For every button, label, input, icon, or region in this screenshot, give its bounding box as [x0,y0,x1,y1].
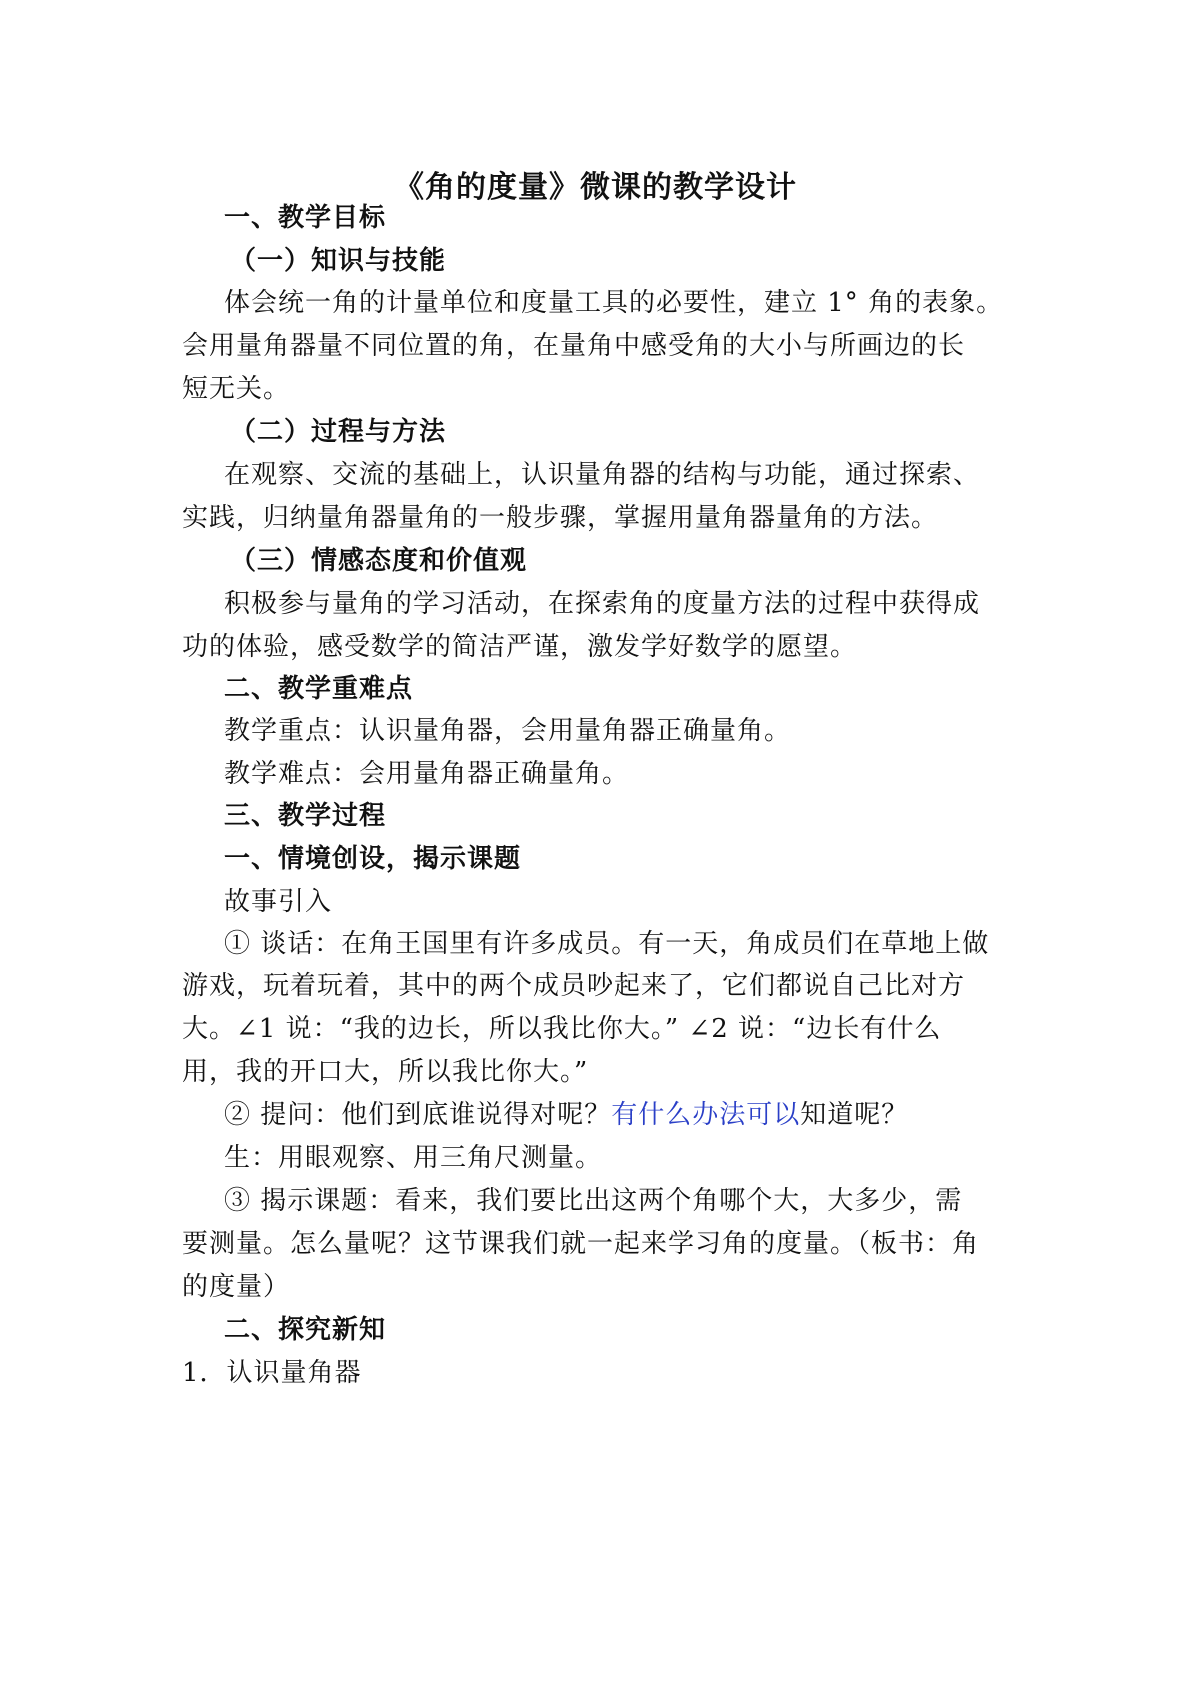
heading-explore: 二、探究新知 [224,1315,387,1345]
subheading-knowledge-skills: （一）知识与技能 [230,246,447,276]
heading-teaching-goals: 一、教学目标 [224,203,387,233]
list-item: 1．认识量角器 [182,1358,362,1388]
paragraph-line: 故事引入 [224,887,333,917]
document-title: 《角的度量》微课的教学设计 [394,170,797,205]
heading-key-points: 二、教学重难点 [224,674,414,704]
paragraph-line-with-link [224,1097,1084,1133]
paragraph-line: 实践，归纳量角器量角的一般步骤，掌握用量角器量角的方法。 [182,503,939,533]
paragraph-line: 游戏，玩着玩着，其中的两个成员吵起来了，它们都说自己比对方 [182,971,966,1001]
paragraph-line: 教学难点：会用量角器正确量角。 [224,759,630,789]
subheading-emotion-values: （三）情感态度和价值观 [230,546,528,576]
line-text: 知道呢？ [800,1100,909,1130]
paragraph-line: 教学重点：认识量角器，会用量角器正确量角。 [224,716,792,746]
paragraph-line: 体会统一角的计量单位和度量工具的必要性，建立 1° 角的表象。 [224,288,1004,318]
paragraph-line: 要测量。怎么量呢？这节课我们就一起来学习角的度量。（板书：角 [182,1229,980,1259]
paragraph-line: 大。∠1 说：“我的边长，所以我比你大。” ∠2 说：“边长有什么 [182,1014,942,1044]
paragraph-line: 功的体验，感受数学的简洁严谨，激发学好数学的愿望。 [182,632,858,662]
heading-teaching-process: 三、教学过程 [224,801,387,831]
paragraph-line: 的度量） [182,1272,291,1302]
paragraph-line: 积极参与量角的学习活动，在探索角的度量方法的过程中获得成 [224,589,981,619]
blue-highlighted-text: 有什么办法可以 [611,1100,801,1130]
paragraph-line: 生：用眼观察、用三角尺测量。 [224,1143,603,1173]
subheading-process-method: （二）过程与方法 [230,417,447,447]
paragraph-line: ① 谈话：在角王国里有许多成员。有一天，角成员们在草地上做 [224,929,990,959]
paragraph-line: 在观察、交流的基础上，认识量角器的结构与功能，通过探索、 [224,460,981,490]
paragraph-line: 会用量角器量不同位置的角，在量角中感受角的大小与所画边的长 [182,331,966,361]
paragraph-line: 用，我的开口大，所以我比你大。” [182,1057,589,1087]
paragraph-line: ③ 揭示课题：看来，我们要比出这两个角哪个大，大多少，需 [224,1186,963,1216]
paragraph-line: 短无关。 [182,374,291,404]
line-text: ② 提问：他们到底谁说得对呢？ [224,1100,612,1130]
heading-situation: 一、情境创设，揭示课题 [224,844,522,874]
